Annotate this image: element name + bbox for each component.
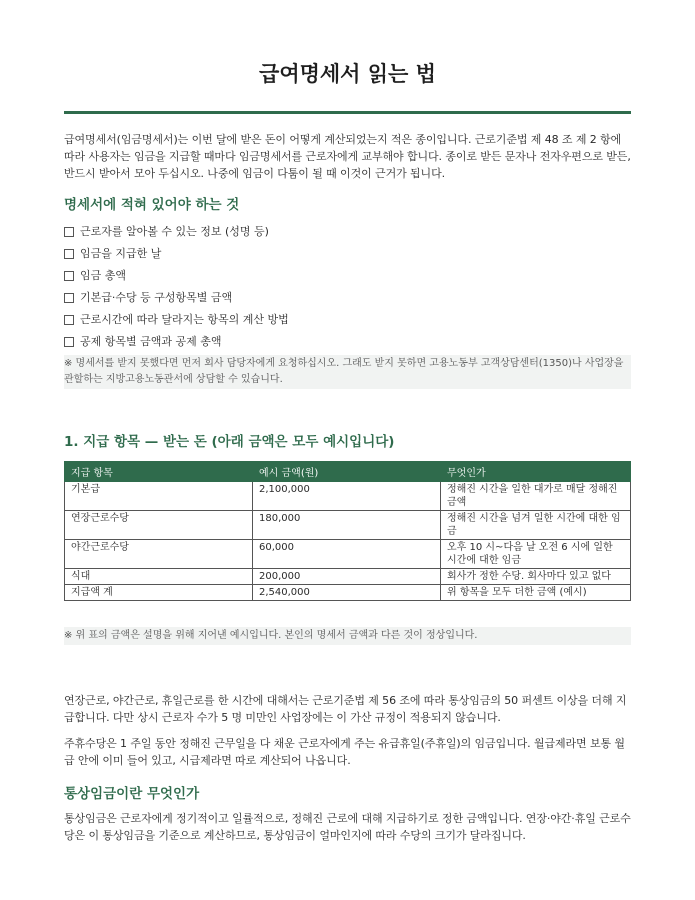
checklist-item-label: 기본급·수당 등 구성항목별 금액 xyxy=(80,291,233,304)
pay-item-name: 야간근로수당 xyxy=(65,540,253,569)
pay-item-amount: 2,100,000 xyxy=(253,482,441,511)
checklist-item-label: 임금을 지급한 날 xyxy=(80,247,162,260)
overtime-paragraph: 연장근로, 야간근로, 휴일근로를 한 시간에 대해서는 근로기준법 제 56 조에 따라 통상임금의 50 퍼센트 이상을 더해 지급합니다. 다만 상시 근로자 수가 5 명 미만인 사업장에는 이 가산 규정이 적용되지 않습니다. xyxy=(64,694,627,724)
table-row xyxy=(65,540,631,569)
holiday-allowance-paragraph: 주휴수당은 1 주일 동안 정해진 근무일을 다 채운 근로자에게 주는 유급휴일(주휴일)의 임금입니다. 월급제라면 보통 월급 안에 이미 들어 있고, 시급제라면 따로 계산되어 나옵니다. xyxy=(64,737,625,767)
table-note: ※ 위 표의 금액은 설명을 위해 지어낸 예시입니다. 본인의 명세서 금액과 다른 것이 정상입니다. xyxy=(64,627,631,645)
table-header-row xyxy=(65,462,631,482)
checkbox-icon xyxy=(64,337,74,347)
pay-item-description: 정해진 시간을 일한 대가로 매달 정해진 금액 xyxy=(441,482,631,511)
checkbox-icon xyxy=(64,315,74,325)
checklist-item xyxy=(64,221,631,243)
table-row xyxy=(65,511,631,540)
pay-item-description: 위 항목을 모두 더한 금액 (예시) xyxy=(441,585,631,601)
required-items-heading: 명세서에 적혀 있어야 하는 것 xyxy=(64,197,240,213)
pay-item-name: 기본급 xyxy=(65,482,253,511)
column-header-description: 무엇인가 xyxy=(441,462,631,482)
pay-items-heading: 1. 지급 항목 — 받는 돈 (아래 금액은 모두 예시입니다) xyxy=(64,434,395,450)
pay-item-amount: 200,000 xyxy=(253,569,441,585)
checkbox-icon xyxy=(64,293,74,303)
table-row xyxy=(65,585,631,601)
pay-item-amount: 60,000 xyxy=(253,540,441,569)
pay-item-description: 회사가 정한 수당. 회사마다 있고 없다 xyxy=(441,569,631,585)
checklist-item-label: 근로자를 알아볼 수 있는 정보 (성명 등) xyxy=(80,225,269,238)
pay-item-name: 식대 xyxy=(65,569,253,585)
pay-item-name: 지급액 계 xyxy=(65,585,253,601)
checklist-item xyxy=(64,331,631,353)
column-header-item: 지급 항목 xyxy=(65,462,253,482)
pay-item-name: 연장근로수당 xyxy=(65,511,253,540)
checklist-item xyxy=(64,265,631,287)
pay-item-description: 정해진 시간을 넘겨 일한 시간에 대한 임금 xyxy=(441,511,631,540)
column-header-amount: 예시 금액(원) xyxy=(253,462,441,482)
page-title: 급여명세서 읽는 법 xyxy=(259,62,436,86)
checklist-item-label: 공제 항목별 금액과 공제 총액 xyxy=(80,335,222,348)
checkbox-icon xyxy=(64,271,74,281)
items-note: ※ 명세서를 받지 못했다면 먼저 회사 담당자에게 요청하십시오. 그래도 받지 못하면 고용노동부 고객상담센터(1350)나 사업장을 관할하는 지방고용노동관서에 상담할 수 있습니다. xyxy=(64,355,631,389)
ordinary-wage-heading: 통상임금이란 무엇인가 xyxy=(64,786,200,802)
table-row xyxy=(65,569,631,585)
ordinary-wage-paragraph: 통상임금은 근로자에게 정기적이고 일률적으로, 정해진 근로에 대해 지급하기로 정한 금액입니다. 연장·야간·휴일 근로수당은 이 통상임금을 기준으로 계산하므로, 통상임금이 얼마인지에 따라 수당의 크기가 달라집니다. xyxy=(64,812,631,842)
pay-items-table xyxy=(64,461,631,601)
checkbox-icon xyxy=(64,227,74,237)
required-items-list xyxy=(64,221,631,353)
table-row xyxy=(65,482,631,511)
checklist-item xyxy=(64,287,631,309)
checklist-item xyxy=(64,243,631,265)
checklist-item xyxy=(64,309,631,331)
pay-item-amount: 180,000 xyxy=(253,511,441,540)
pay-item-description: 오후 10 시~다음 날 오전 6 시에 일한 시간에 대한 임금 xyxy=(441,540,631,569)
title-divider xyxy=(64,111,631,114)
intro-paragraph: 급여명세서(임금명세서)는 이번 달에 받은 돈이 어떻게 계산되었는지 적은 종이입니다. 근로기준법 제 48 조 제 2 항에 따라 사용자는 임금을 지급할 때마다 임금명세서를 근로자에게 교부해야 합니다. 종이로 받든 문자나 전자우편으로 받든, 반드시 받아서 모아 두십시오. 나중에 임금이 다툼이 될 때 이것이 근거가 됩니다. xyxy=(64,133,631,180)
pay-item-amount: 2,540,000 xyxy=(253,585,441,601)
checklist-item-label: 임금 총액 xyxy=(80,269,127,282)
checkbox-icon xyxy=(64,249,74,259)
checklist-item-label: 근로시간에 따라 달라지는 항목의 계산 방법 xyxy=(80,313,289,326)
